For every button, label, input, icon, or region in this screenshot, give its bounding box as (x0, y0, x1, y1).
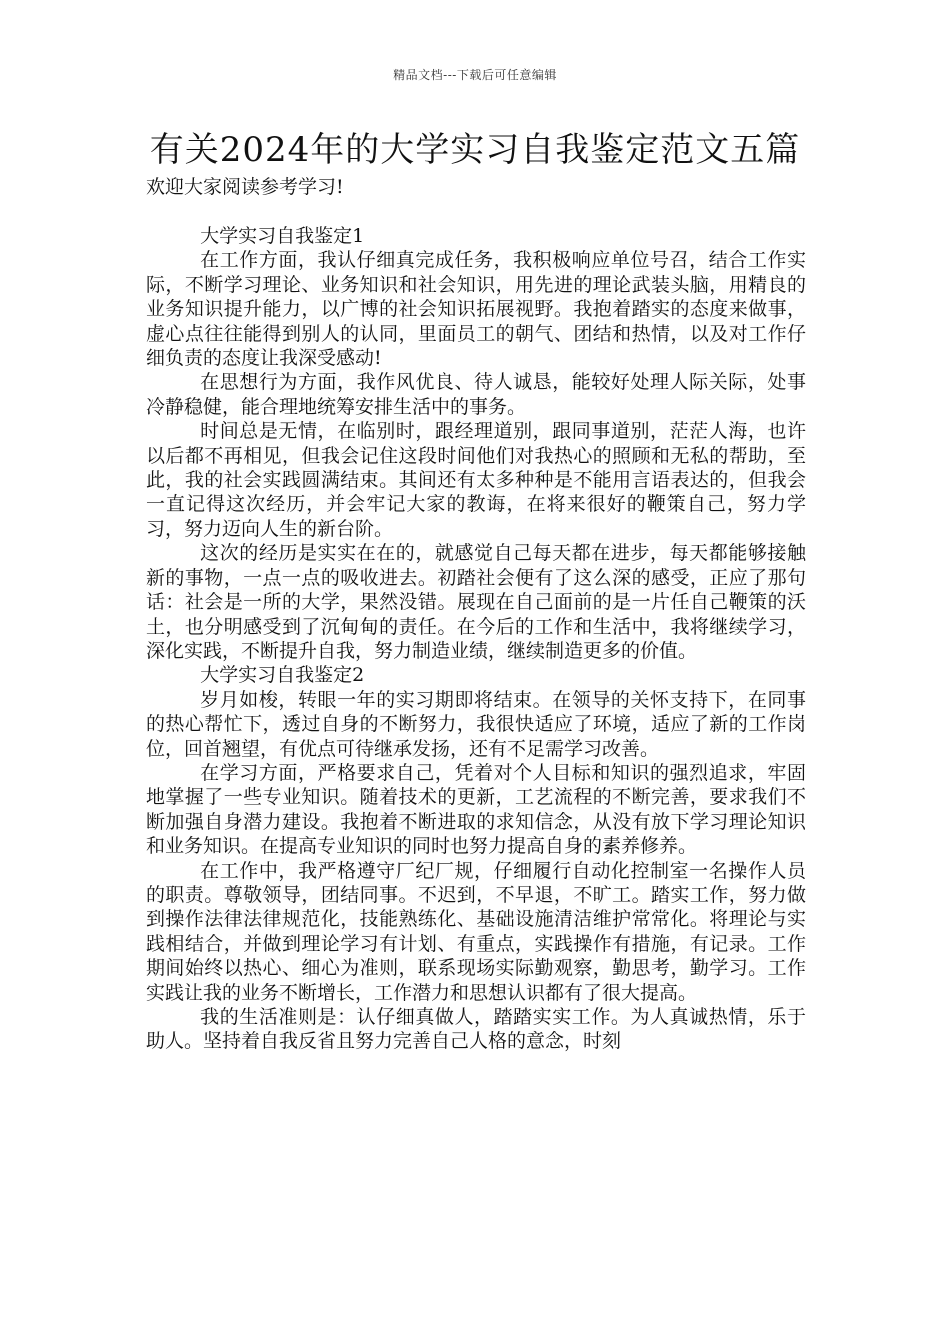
paragraph: 在工作方面，我认仔细真完成任务，我积极响应单位号召，结合工作实际，不断学习理论、业务知识和社会知识，用先进的理论武装头脑，用精良的业务知识提升能力，以广博的社会知识拓展视野。我抱着踏实的态度来做事，虚心点往往能得到别人的认同，里面员工的朝气、团结和热情，以及对工作仔细负责的态度让我深受感动! (146, 249, 806, 370)
paragraph: 这次的经历是实实在在的，就感觉自己每天都在进步，每天都能够接触新的事物，一点一点的吸收进去。初踏社会便有了这么深的感受，正应了那句话：社会是一所的大学，果然没错。展现在自己面前的是一片任自己鞭策的沃土，也分明感受到了沉甸甸的责任。在今后的工作和生活中，我将继续学习，深化实践，不断提升自我，努力制造业绩，继续制造更多的价值。 (146, 542, 806, 662)
paragraph: 岁月如梭，转眼一年的实习期即将结束。在领导的关怀支持下，在同事的热心帮忙下，透过自身的不断努力，我很快适应了环境，适应了新的工作岗位，回首翘望，有优点可待继承发扬，还有不足需学习改善。 (146, 688, 806, 760)
document-title: 有关2024年的大学实习自我鉴定范文五篇 (149, 130, 801, 170)
paragraph: 我的生活准则是：认仔细真做人，踏踏实实工作。为人真诚热情，乐于助人。坚持着自我反省且努力完善自己人格的意念，时刻 (146, 1006, 806, 1053)
paragraph: 时间总是无情，在临别时，跟经理道别，跟同事道别，茫茫人海，也许以后都不再相见，但我会记住这段时间他们对我热心的照顾和无私的帮助，至此，我的社会实践圆满结束。其间还有太多种种是不能用言语表达的，但我会一直记得这次经历，并会牢记大家的教诲，在将来很好的鞭策自己，努力学习，努力迈向人生的新台阶。 (146, 420, 806, 540)
document-body (146, 224, 806, 1054)
section-heading-1: 大学实习自我鉴定1 (200, 225, 365, 247)
paragraph: 在学习方面，严格要求自己，凭着对个人目标和知识的强烈追求，牢固地掌握了一些专业知识。随着技术的更新，工艺流程的不断完善，要求我们不断加强自身潜力建设。我抱着不断进取的求知信念，从没有放下学习理论知识和业务知识。在提高专业知识的同时也努力提高自身的素养修养。 (146, 761, 806, 858)
paragraph: 在思想行为方面，我作风优良、待人诚恳，能较好处理人际关际，处事冷静稳健，能合理地统筹安排生活中的事务。 (146, 371, 806, 418)
document-intro: 欢迎大家阅读参考学习! (146, 176, 344, 198)
page-header-note: 精品文档---下载后可任意编辑 (393, 68, 557, 82)
section-heading-2: 大学实习自我鉴定2 (200, 664, 365, 687)
paragraph: 在工作中，我严格遵守厂纪厂规，仔细履行自动化控制室一名操作人员的职责。尊敬领导，团结同事。不迟到，不早退，不旷工。踏实工作，努力做到操作法律法律规范化，技能熟练化、基础设施清洁维护常常化。将理论与实践相结合，并做到理论学习有计划、有重点，实践操作有措施，有记录。工作期间始终以热心、细心为准则，联系现场实际勤观察，勤思考，勤学习。工作实践让我的业务不断增长，工作潜力和思想认识都有了很大提高。 (146, 859, 806, 1004)
